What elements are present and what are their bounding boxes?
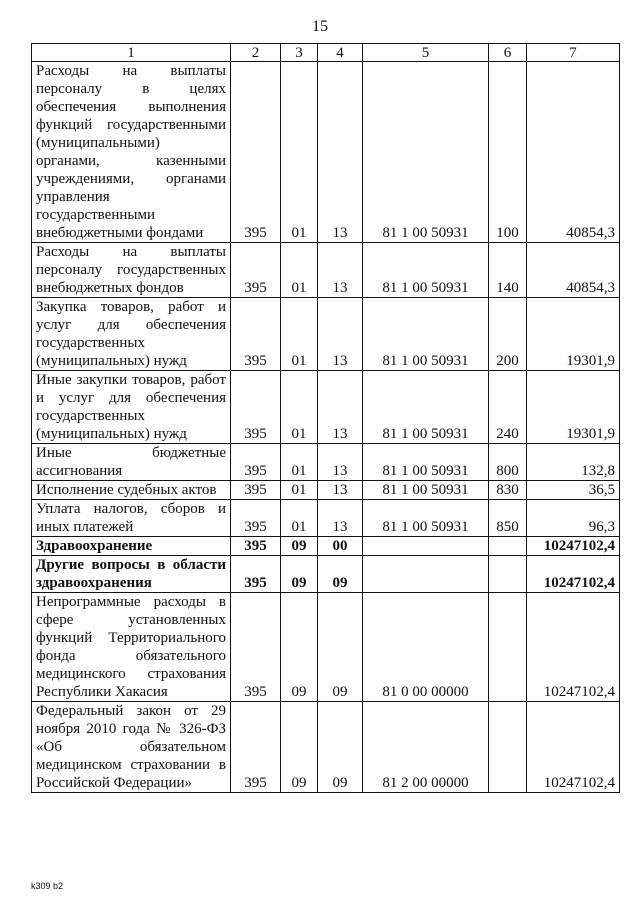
row-name-cell: Иные закупки товаров, работ и услуг для обеспечения государственных (муниципальных) нужд <box>32 371 231 444</box>
budget-table <box>31 43 620 793</box>
row-subsection-cell: 13 <box>318 500 363 537</box>
row-name-cell: Расходы на выплаты персоналу государственных внебюджетных фондов <box>32 243 231 298</box>
row-admin-code-cell: 395 <box>231 62 281 243</box>
row-name-cell: Иные бюджетные ассигнования <box>32 444 231 481</box>
row-amount-cell: 40854,3 <box>527 62 620 243</box>
table-row <box>32 298 620 371</box>
row-name-cell: Расходы на выплаты персоналу в целях обеспечения выполнения функций государственными (муниципальными) органами, казенными учреждениями, органами управления государственными внебюджетными фондами <box>32 62 231 243</box>
row-name-cell: Федеральный закон от 29 ноября 2010 года № 326-ФЗ «Об обязательном медицинском страховании в Российской Федерации» <box>32 702 231 793</box>
row-section-cell: 09 <box>281 702 318 793</box>
row-section-cell: 01 <box>281 481 318 500</box>
row-section-cell: 09 <box>281 556 318 593</box>
row-expense-type-cell <box>489 556 527 593</box>
row-admin-code-cell: 395 <box>231 444 281 481</box>
row-expense-type-cell: 830 <box>489 481 527 500</box>
row-name-cell: Здравоохранение <box>32 537 231 556</box>
row-amount-cell: 10247102,4 <box>527 702 620 793</box>
row-amount-cell: 40854,3 <box>527 243 620 298</box>
row-subsection-cell: 13 <box>318 481 363 500</box>
table-row <box>32 537 620 556</box>
row-target-code-cell: 81 1 00 50931 <box>363 444 489 481</box>
table-row <box>32 593 620 702</box>
row-admin-code-cell: 395 <box>231 243 281 298</box>
row-amount-cell: 19301,9 <box>527 371 620 444</box>
header-col-4: 4 <box>318 44 363 62</box>
header-col-7: 7 <box>527 44 620 62</box>
row-target-code-cell <box>363 537 489 556</box>
row-section-cell: 09 <box>281 593 318 702</box>
table-row <box>32 371 620 444</box>
row-name-cell: Закупка товаров, работ и услуг для обеспечения государственных (муниципальных) нужд <box>32 298 231 371</box>
row-subsection-cell: 09 <box>318 556 363 593</box>
row-amount-cell: 132,8 <box>527 444 620 481</box>
row-target-code-cell: 81 2 00 00000 <box>363 702 489 793</box>
row-subsection-cell: 13 <box>318 62 363 243</box>
table-row <box>32 481 620 500</box>
row-admin-code-cell: 395 <box>231 593 281 702</box>
row-name-cell: Непрограммные расходы в сфере установленных функций Территориального фонда обязательного медицинского страхования Республики Хакасия <box>32 593 231 702</box>
table-row <box>32 500 620 537</box>
row-section-cell: 01 <box>281 371 318 444</box>
page-number: 15 <box>312 18 328 35</box>
budget-table-body <box>32 44 620 793</box>
row-admin-code-cell: 395 <box>231 537 281 556</box>
row-expense-type-cell: 140 <box>489 243 527 298</box>
row-name-cell: Уплата налогов, сборов и иных платежей <box>32 500 231 537</box>
table-row <box>32 243 620 298</box>
row-amount-cell: 10247102,4 <box>527 593 620 702</box>
row-subsection-cell: 00 <box>318 537 363 556</box>
header-col-3: 3 <box>281 44 318 62</box>
row-admin-code-cell: 395 <box>231 500 281 537</box>
row-name-cell: Исполнение судебных актов <box>32 481 231 500</box>
row-section-cell: 01 <box>281 62 318 243</box>
row-amount-cell: 10247102,4 <box>527 537 620 556</box>
row-section-cell: 01 <box>281 500 318 537</box>
row-expense-type-cell <box>489 593 527 702</box>
row-admin-code-cell: 395 <box>231 556 281 593</box>
row-section-cell: 09 <box>281 537 318 556</box>
table-row <box>32 556 620 593</box>
header-col-1: 1 <box>32 44 231 62</box>
row-amount-cell: 36,5 <box>527 481 620 500</box>
row-admin-code-cell: 395 <box>231 298 281 371</box>
row-target-code-cell: 81 0 00 00000 <box>363 593 489 702</box>
row-amount-cell: 19301,9 <box>527 298 620 371</box>
row-expense-type-cell: 200 <box>489 298 527 371</box>
row-target-code-cell <box>363 556 489 593</box>
header-row <box>32 44 620 62</box>
row-expense-type-cell: 800 <box>489 444 527 481</box>
table-row <box>32 444 620 481</box>
row-admin-code-cell: 395 <box>231 702 281 793</box>
row-subsection-cell: 13 <box>318 371 363 444</box>
footer-code: k309 b2 <box>31 881 64 891</box>
row-subsection-cell: 09 <box>318 593 363 702</box>
row-expense-type-cell <box>489 537 527 556</box>
row-subsection-cell: 09 <box>318 702 363 793</box>
row-amount-cell: 96,3 <box>527 500 620 537</box>
row-section-cell: 01 <box>281 243 318 298</box>
row-subsection-cell: 13 <box>318 444 363 481</box>
row-expense-type-cell: 240 <box>489 371 527 444</box>
row-target-code-cell: 81 1 00 50931 <box>363 243 489 298</box>
row-expense-type-cell <box>489 702 527 793</box>
row-target-code-cell: 81 1 00 50931 <box>363 62 489 243</box>
header-col-5: 5 <box>363 44 489 62</box>
row-section-cell: 01 <box>281 298 318 371</box>
row-target-code-cell: 81 1 00 50931 <box>363 500 489 537</box>
row-target-code-cell: 81 1 00 50931 <box>363 371 489 444</box>
row-subsection-cell: 13 <box>318 243 363 298</box>
header-col-2: 2 <box>231 44 281 62</box>
row-expense-type-cell: 100 <box>489 62 527 243</box>
row-target-code-cell: 81 1 00 50931 <box>363 298 489 371</box>
table-row <box>32 702 620 793</box>
table-row <box>32 62 620 243</box>
row-name-cell: Другие вопросы в области здравоохранения <box>32 556 231 593</box>
row-expense-type-cell: 850 <box>489 500 527 537</box>
header-col-6: 6 <box>489 44 527 62</box>
row-section-cell: 01 <box>281 444 318 481</box>
row-amount-cell: 10247102,4 <box>527 556 620 593</box>
row-admin-code-cell: 395 <box>231 371 281 444</box>
row-target-code-cell: 81 1 00 50931 <box>363 481 489 500</box>
row-subsection-cell: 13 <box>318 298 363 371</box>
row-admin-code-cell: 395 <box>231 481 281 500</box>
